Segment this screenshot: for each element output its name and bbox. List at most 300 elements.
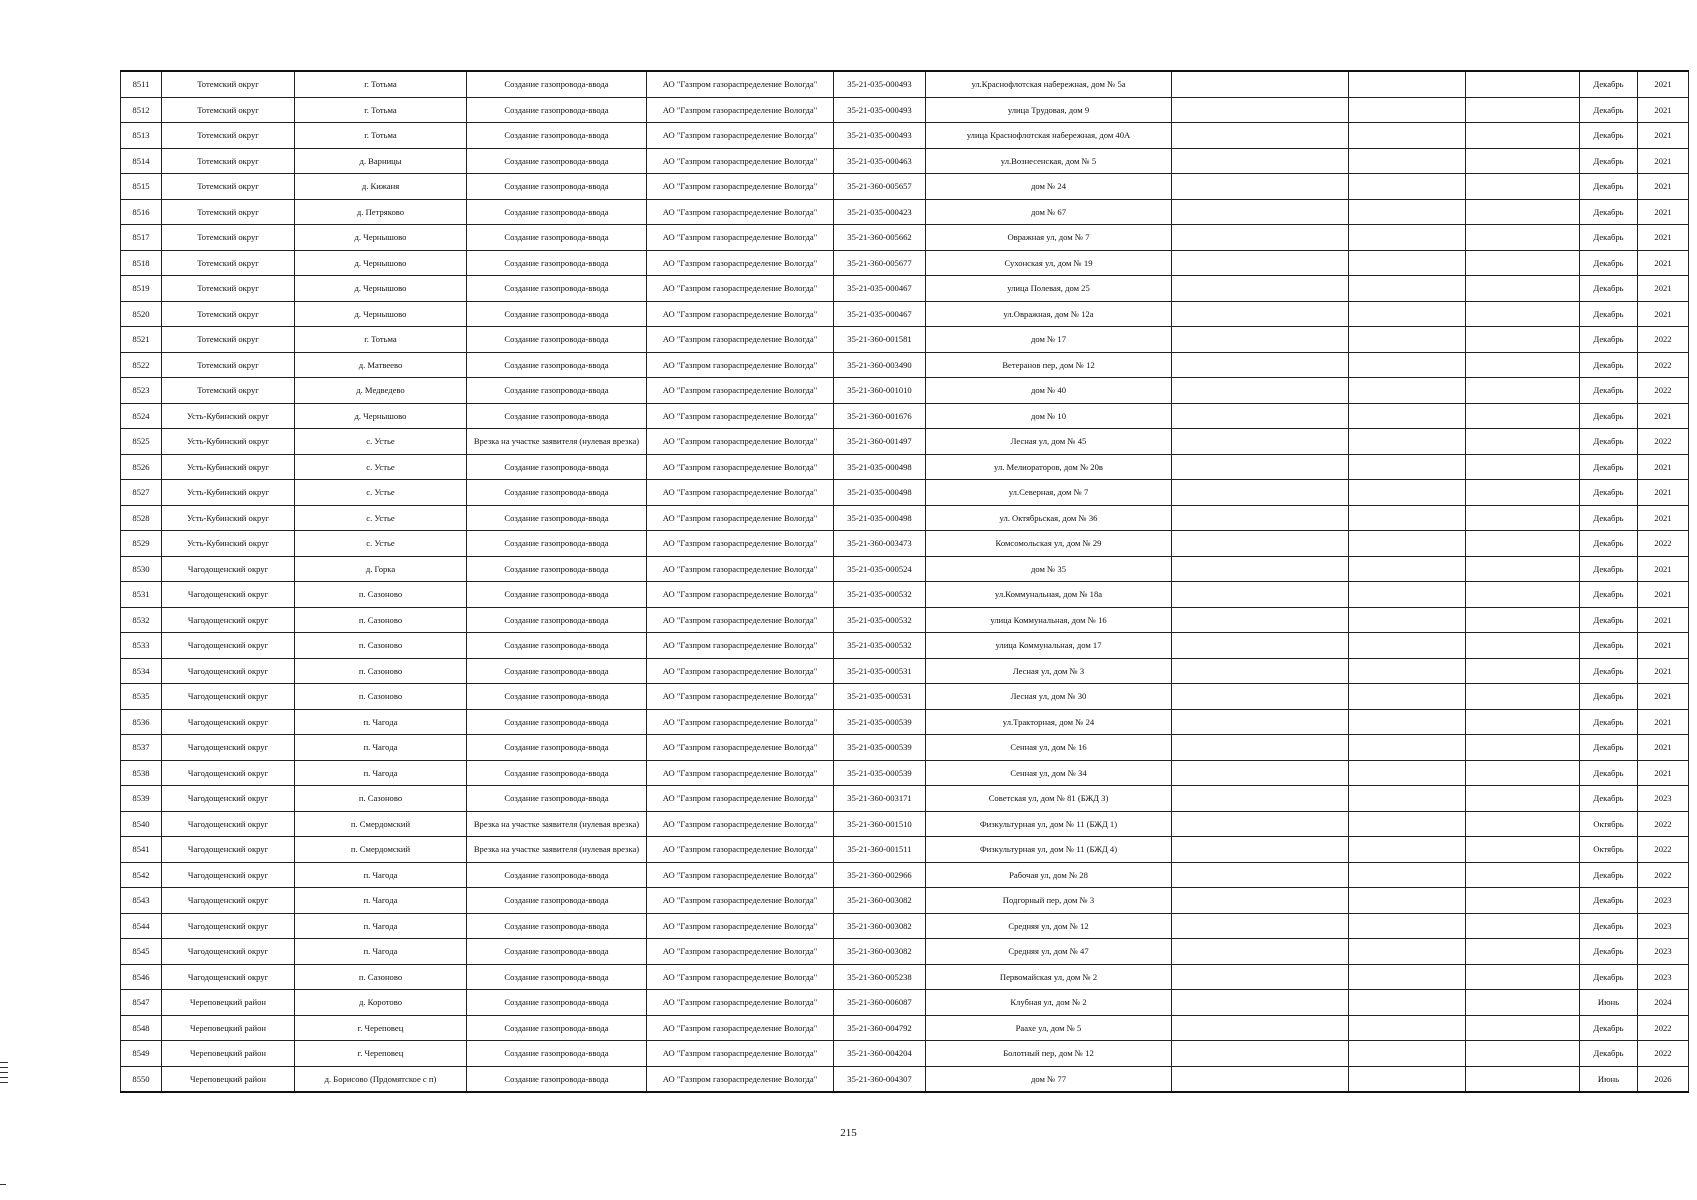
empty-cell [1172,1066,1349,1092]
district-cell: Чагодощенский округ [162,888,295,914]
empty-cell [1172,888,1349,914]
page-number: 215 [840,1127,857,1139]
year-cell: 2022 [1638,1015,1689,1041]
month-cell: Декабрь [1580,301,1638,327]
district-cell: Тотемский округ [162,327,295,353]
empty-cell [1172,760,1349,786]
month-cell: Декабрь [1580,71,1638,97]
empty-cell [1466,199,1580,225]
work-type-cell: Создание газопровода-ввода [467,123,647,149]
empty-cell [1172,531,1349,557]
settlement-cell: д. Чернышово [295,403,467,429]
address-cell: Лесная ул, дом № 30 [926,684,1172,710]
table-row [121,1041,1689,1067]
row-number-cell: 8520 [121,301,162,327]
work-type-cell: Создание газопровода-ввода [467,862,647,888]
address-cell: Средняя ул, дом № 12 [926,913,1172,939]
month-cell: Декабрь [1580,684,1638,710]
empty-cell [1466,1015,1580,1041]
row-number-cell: 8536 [121,709,162,735]
table-row [121,760,1689,786]
empty-cell [1349,964,1466,990]
settlement-cell: п. Чагода [295,862,467,888]
cadastral-number-cell: 35-21-035-000531 [834,684,926,710]
cadastral-number-cell: 35-21-360-005657 [834,174,926,200]
cadastral-number-cell: 35-21-035-000532 [834,633,926,659]
settlement-cell: с. Устье [295,454,467,480]
year-cell: 2021 [1638,607,1689,633]
row-number-cell: 8523 [121,378,162,404]
organization-cell: АО "Газпром газораспределение Вологда" [647,939,834,965]
empty-cell [1466,811,1580,837]
table-row [121,913,1689,939]
empty-cell [1466,760,1580,786]
settlement-cell: д. Борисово (Прдомятское с п) [295,1066,467,1092]
settlement-cell: д. Медведево [295,378,467,404]
empty-cell [1172,71,1349,97]
month-cell: Декабрь [1580,633,1638,659]
row-number-cell: 8533 [121,633,162,659]
month-cell: Декабрь [1580,429,1638,455]
settlement-cell: п. Смердомский [295,837,467,863]
settlement-cell: г. Тотьма [295,327,467,353]
organization-cell: АО "Газпром газораспределение Вологда" [647,760,834,786]
empty-cell [1349,454,1466,480]
settlement-cell: г. Череповец [295,1015,467,1041]
address-cell: улица Трудовая, дом 9 [926,97,1172,123]
month-cell: Декабрь [1580,658,1638,684]
cadastral-number-cell: 35-21-360-002966 [834,862,926,888]
work-type-cell: Создание газопровода-ввода [467,276,647,302]
district-cell: Усть-Кубинский округ [162,454,295,480]
row-number-cell: 8545 [121,939,162,965]
empty-cell [1172,939,1349,965]
work-type-cell: Создание газопровода-ввода [467,556,647,582]
row-number-cell: 8542 [121,862,162,888]
address-cell: дом № 35 [926,556,1172,582]
empty-cell [1172,658,1349,684]
year-cell: 2021 [1638,658,1689,684]
address-cell: Сенная ул, дом № 16 [926,735,1172,761]
year-cell: 2021 [1638,760,1689,786]
organization-cell: АО "Газпром газораспределение Вологда" [647,837,834,863]
empty-cell [1466,480,1580,506]
district-cell: Череповецкий район [162,990,295,1016]
year-cell: 2022 [1638,352,1689,378]
month-cell: Октябрь [1580,837,1638,863]
settlement-cell: с. Устье [295,505,467,531]
year-cell: 2021 [1638,174,1689,200]
work-type-cell: Создание газопровода-ввода [467,531,647,557]
work-type-cell: Создание газопровода-ввода [467,786,647,812]
cadastral-number-cell: 35-21-035-000467 [834,276,926,302]
district-cell: Тотемский округ [162,250,295,276]
empty-cell [1466,1066,1580,1092]
organization-cell: АО "Газпром газораспределение Вологда" [647,735,834,761]
year-cell: 2023 [1638,939,1689,965]
month-cell: Июнь [1580,1066,1638,1092]
month-cell: Декабрь [1580,505,1638,531]
year-cell: 2021 [1638,250,1689,276]
address-cell: дом № 77 [926,1066,1172,1092]
district-cell: Чагодощенский округ [162,633,295,659]
settlement-cell: п. Сазоново [295,684,467,710]
month-cell: Декабрь [1580,174,1638,200]
work-type-cell: Создание газопровода-ввода [467,939,647,965]
month-cell: Декабрь [1580,735,1638,761]
address-cell: Сухонская ул, дом № 19 [926,250,1172,276]
organization-cell: АО "Газпром газораспределение Вологда" [647,658,834,684]
empty-cell [1172,607,1349,633]
empty-cell [1172,913,1349,939]
empty-cell [1172,250,1349,276]
month-cell: Декабрь [1580,964,1638,990]
settlement-cell: д. Чернышово [295,250,467,276]
empty-cell [1349,429,1466,455]
empty-cell [1172,174,1349,200]
empty-cell [1172,735,1349,761]
table-row [121,684,1689,710]
row-number-cell: 8511 [121,71,162,97]
address-cell: ул.Овражная, дом № 12а [926,301,1172,327]
row-number-cell: 8531 [121,582,162,608]
address-cell: улица Полевая, дом 25 [926,276,1172,302]
table-row [121,939,1689,965]
empty-cell [1466,939,1580,965]
address-cell: дом № 40 [926,378,1172,404]
empty-cell [1349,148,1466,174]
empty-cell [1172,480,1349,506]
work-type-cell: Создание газопровода-ввода [467,378,647,404]
row-number-cell: 8541 [121,837,162,863]
empty-cell [1466,862,1580,888]
cadastral-number-cell: 35-21-360-006087 [834,990,926,1016]
table-row [121,862,1689,888]
district-cell: Тотемский округ [162,148,295,174]
table-row [121,505,1689,531]
settlement-cell: г. Тотьма [295,123,467,149]
cadastral-number-cell: 35-21-035-000524 [834,556,926,582]
settlement-cell: с. Устье [295,531,467,557]
organization-cell: АО "Газпром газораспределение Вологда" [647,709,834,735]
document-sheet [120,70,1688,1093]
month-cell: Октябрь [1580,811,1638,837]
work-type-cell: Создание газопровода-ввода [467,71,647,97]
settlement-cell: п. Сазоново [295,582,467,608]
work-type-cell: Создание газопровода-ввода [467,174,647,200]
empty-cell [1172,556,1349,582]
table-row [121,709,1689,735]
empty-cell [1172,811,1349,837]
month-cell: Декабрь [1580,607,1638,633]
empty-cell [1349,990,1466,1016]
settlement-cell: п. Сазоново [295,633,467,659]
settlement-cell: д. Чернышово [295,276,467,302]
empty-cell [1466,556,1580,582]
row-number-cell: 8518 [121,250,162,276]
month-cell: Декабрь [1580,913,1638,939]
month-cell: Декабрь [1580,1041,1638,1067]
empty-cell [1172,633,1349,659]
organization-cell: АО "Газпром газораспределение Вологда" [647,633,834,659]
empty-cell [1172,429,1349,455]
table-row [121,837,1689,863]
district-cell: Усть-Кубинский округ [162,531,295,557]
year-cell: 2021 [1638,403,1689,429]
district-cell: Тотемский округ [162,123,295,149]
work-type-cell: Создание газопровода-ввода [467,352,647,378]
work-type-cell: Создание газопровода-ввода [467,148,647,174]
table-row [121,174,1689,200]
address-cell: Лесная ул, дом № 3 [926,658,1172,684]
organization-cell: АО "Газпром газораспределение Вологда" [647,964,834,990]
empty-cell [1466,403,1580,429]
empty-cell [1172,123,1349,149]
empty-cell [1172,1041,1349,1067]
organization-cell: АО "Газпром газораспределение Вологда" [647,607,834,633]
row-number-cell: 8550 [121,1066,162,1092]
work-type-cell: Создание газопровода-ввода [467,505,647,531]
empty-cell [1349,633,1466,659]
table-row [121,403,1689,429]
year-cell: 2022 [1638,429,1689,455]
month-cell: Декабрь [1580,556,1638,582]
empty-cell [1349,582,1466,608]
work-type-cell: Создание газопровода-ввода [467,582,647,608]
row-number-cell: 8530 [121,556,162,582]
row-number-cell: 8529 [121,531,162,557]
row-number-cell: 8513 [121,123,162,149]
row-number-cell: 8543 [121,888,162,914]
cadastral-number-cell: 35-21-360-001581 [834,327,926,353]
empty-cell [1349,556,1466,582]
year-cell: 2021 [1638,97,1689,123]
cadastral-number-cell: 35-21-035-000532 [834,582,926,608]
district-cell: Усть-Кубинский округ [162,429,295,455]
cadastral-number-cell: 35-21-035-000493 [834,71,926,97]
settlement-cell: с. Устье [295,429,467,455]
empty-cell [1466,658,1580,684]
row-number-cell: 8548 [121,1015,162,1041]
table-row [121,990,1689,1016]
empty-cell [1172,990,1349,1016]
district-cell: Тотемский округ [162,378,295,404]
address-cell: дом № 10 [926,403,1172,429]
work-type-cell: Создание газопровода-ввода [467,301,647,327]
month-cell: Декабрь [1580,454,1638,480]
address-cell: Овражная ул, дом № 7 [926,225,1172,251]
year-cell: 2026 [1638,1066,1689,1092]
address-cell: Советская ул, дом № 81 (БЖД 3) [926,786,1172,812]
settlement-cell: п. Чагода [295,888,467,914]
empty-cell [1172,964,1349,990]
empty-cell [1466,276,1580,302]
work-type-cell: Создание газопровода-ввода [467,735,647,761]
empty-cell [1349,811,1466,837]
table-row [121,607,1689,633]
table-body [121,71,1689,1092]
cadastral-number-cell: 35-21-360-004204 [834,1041,926,1067]
cadastral-number-cell: 35-21-360-003082 [834,939,926,965]
month-cell: Декабрь [1580,582,1638,608]
month-cell: Декабрь [1580,97,1638,123]
district-cell: Череповецкий район [162,1041,295,1067]
organization-cell: АО "Газпром газораспределение Вологда" [647,1015,834,1041]
month-cell: Июнь [1580,990,1638,1016]
address-cell: дом № 17 [926,327,1172,353]
empty-cell [1349,862,1466,888]
cadastral-number-cell: 35-21-360-003171 [834,786,926,812]
empty-cell [1466,786,1580,812]
empty-cell [1172,1015,1349,1041]
address-cell: ул.Тракторная, дом № 24 [926,709,1172,735]
work-type-cell: Создание газопровода-ввода [467,454,647,480]
empty-cell [1172,199,1349,225]
empty-cell [1466,735,1580,761]
district-cell: Чагодощенский округ [162,658,295,684]
district-cell: Тотемский округ [162,199,295,225]
district-cell: Чагодощенский округ [162,735,295,761]
settlement-cell: д. Петряково [295,199,467,225]
address-cell: Подгорный пер, дом № 3 [926,888,1172,914]
district-cell: Чагодощенский округ [162,913,295,939]
empty-cell [1466,352,1580,378]
month-cell: Декабрь [1580,250,1638,276]
cadastral-number-cell: 35-21-035-000498 [834,480,926,506]
organization-cell: АО "Газпром газораспределение Вологда" [647,582,834,608]
organization-cell: АО "Газпром газораспределение Вологда" [647,454,834,480]
empty-cell [1172,97,1349,123]
address-cell: Сенная ул, дом № 34 [926,760,1172,786]
empty-cell [1172,301,1349,327]
settlement-cell: п. Смердомский [295,811,467,837]
organization-cell: АО "Газпром газораспределение Вологда" [647,531,834,557]
organization-cell: АО "Газпром газораспределение Вологда" [647,378,834,404]
work-type-cell: Создание газопровода-ввода [467,250,647,276]
district-cell: Череповецкий район [162,1066,295,1092]
month-cell: Декабрь [1580,862,1638,888]
organization-cell: АО "Газпром газораспределение Вологда" [647,199,834,225]
row-number-cell: 8544 [121,913,162,939]
month-cell: Декабрь [1580,403,1638,429]
district-cell: Усть-Кубинский округ [162,480,295,506]
settlement-cell: п. Сазоново [295,607,467,633]
settlement-cell: г. Череповец [295,1041,467,1067]
table-row [121,888,1689,914]
row-number-cell: 8526 [121,454,162,480]
settlement-cell: п. Чагода [295,709,467,735]
empty-cell [1172,684,1349,710]
organization-cell: АО "Газпром газораспределение Вологда" [647,352,834,378]
organization-cell: АО "Газпром газораспределение Вологда" [647,862,834,888]
address-cell: Первомайская ул, дом № 2 [926,964,1172,990]
cadastral-number-cell: 35-21-360-004307 [834,1066,926,1092]
address-cell: Рабочая ул, дом № 28 [926,862,1172,888]
work-type-cell: Создание газопровода-ввода [467,327,647,353]
organization-cell: АО "Газпром газораспределение Вологда" [647,1066,834,1092]
empty-cell [1349,378,1466,404]
address-cell: ул.Коммунальная, дом № 18а [926,582,1172,608]
empty-cell [1466,964,1580,990]
empty-cell [1172,505,1349,531]
cadastral-number-cell: 35-21-360-003490 [834,352,926,378]
empty-cell [1349,352,1466,378]
empty-cell [1349,225,1466,251]
address-cell: Физкультурная ул, дом № 11 (БЖД 1) [926,811,1172,837]
empty-cell [1466,505,1580,531]
month-cell: Декабрь [1580,1015,1638,1041]
empty-cell [1172,148,1349,174]
district-cell: Чагодощенский округ [162,607,295,633]
organization-cell: АО "Газпром газораспределение Вологда" [647,1041,834,1067]
work-type-cell: Создание газопровода-ввода [467,964,647,990]
table-row [121,1015,1689,1041]
empty-cell [1349,123,1466,149]
address-cell: ул. Мелиораторов, дом № 20в [926,454,1172,480]
year-cell: 2022 [1638,378,1689,404]
settlement-cell: д. Кижаня [295,174,467,200]
settlement-cell: д. Чернышово [295,225,467,251]
work-type-cell: Создание газопровода-ввода [467,97,647,123]
month-cell: Декабрь [1580,225,1638,251]
district-cell: Чагодощенский округ [162,786,295,812]
empty-cell [1172,862,1349,888]
settlement-cell: п. Сазоново [295,786,467,812]
year-cell: 2022 [1638,531,1689,557]
year-cell: 2021 [1638,480,1689,506]
empty-cell [1466,327,1580,353]
table-row [121,97,1689,123]
empty-cell [1466,97,1580,123]
empty-cell [1349,760,1466,786]
year-cell: 2021 [1638,505,1689,531]
empty-cell [1349,888,1466,914]
month-cell: Декабрь [1580,352,1638,378]
empty-cell [1349,97,1466,123]
empty-cell [1466,250,1580,276]
empty-cell [1349,939,1466,965]
year-cell: 2022 [1638,327,1689,353]
empty-cell [1349,276,1466,302]
year-cell: 2022 [1638,862,1689,888]
table-row [121,301,1689,327]
empty-cell [1466,71,1580,97]
row-number-cell: 8539 [121,786,162,812]
cadastral-number-cell: 35-21-035-000498 [834,505,926,531]
work-type-cell: Врезка на участке заявителя (нулевая врезка) [467,811,647,837]
cadastral-number-cell: 35-21-035-000498 [834,454,926,480]
district-cell: Тотемский округ [162,97,295,123]
district-cell: Чагодощенский округ [162,964,295,990]
row-number-cell: 8540 [121,811,162,837]
empty-cell [1172,582,1349,608]
empty-cell [1172,378,1349,404]
organization-cell: АО "Газпром газораспределение Вологда" [647,786,834,812]
empty-cell [1466,531,1580,557]
district-cell: Тотемский округ [162,276,295,302]
month-cell: Декабрь [1580,939,1638,965]
row-number-cell: 8528 [121,505,162,531]
row-number-cell: 8514 [121,148,162,174]
work-type-cell: Создание газопровода-ввода [467,480,647,506]
year-cell: 2023 [1638,888,1689,914]
empty-cell [1349,250,1466,276]
year-cell: 2022 [1638,837,1689,863]
year-cell: 2021 [1638,735,1689,761]
month-cell: Декабрь [1580,327,1638,353]
settlement-cell: д. Матвеево [295,352,467,378]
empty-cell [1349,199,1466,225]
